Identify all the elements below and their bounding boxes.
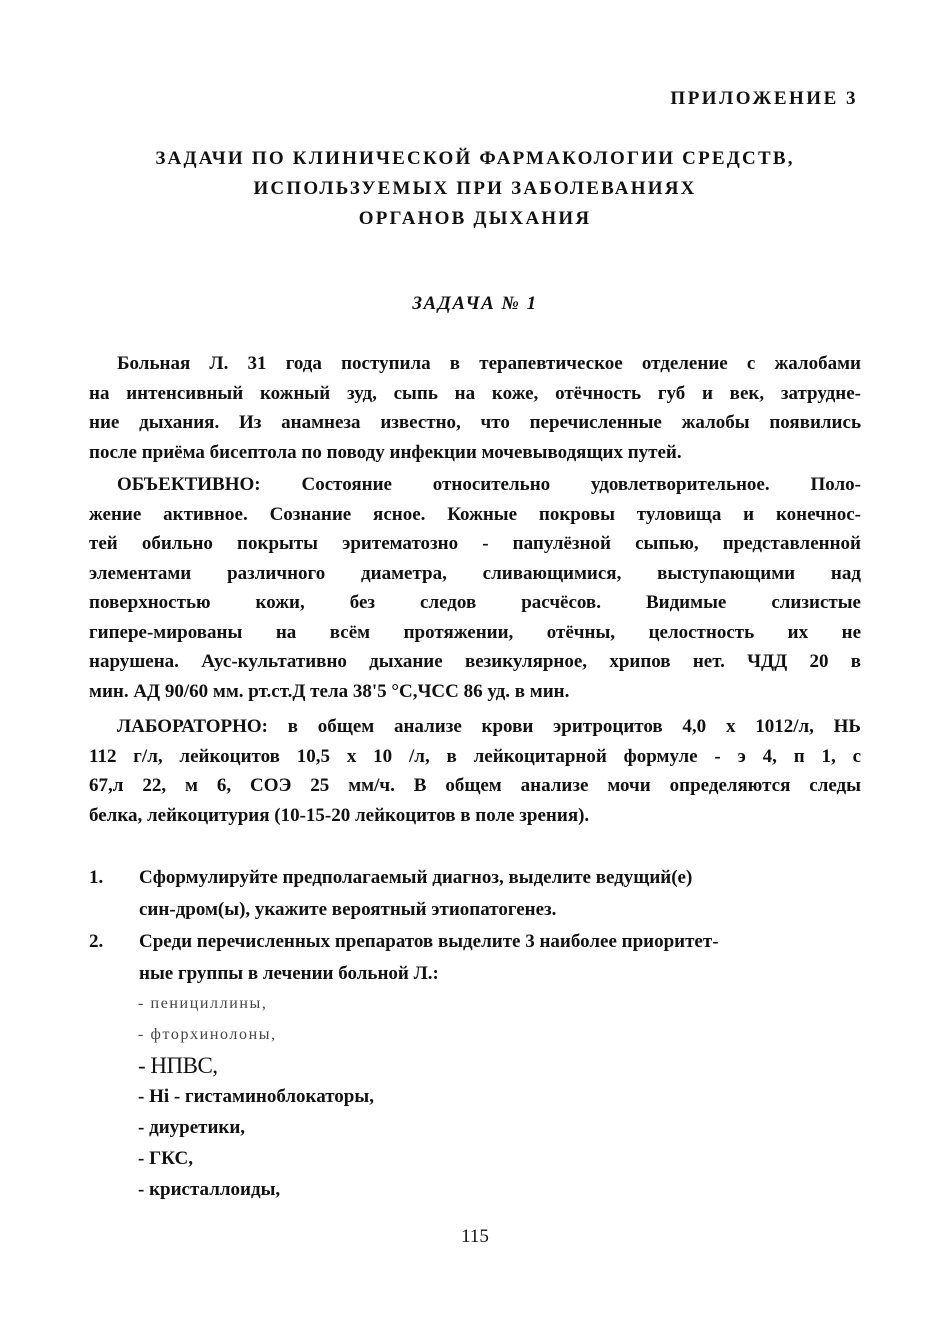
text-line: после приёма бисептола по поводу инфекции мочевыводящих путей. [89, 441, 682, 463]
question-line: ные группы в лечении больной Л.: [139, 963, 439, 984]
question-number: 1. [89, 867, 104, 888]
drug-option: - НПВС, [138, 1053, 218, 1078]
paragraph-laboratory [89, 712, 861, 830]
text-line: белка, лейкоцитурия (10-15-20 лейкоцитов в поле зрения). [89, 804, 590, 826]
title-line: ЗАДАЧИ ПО КЛИНИЧЕСКОЙ ФАРМАКОЛОГИИ СРЕДСТВ, [155, 148, 795, 169]
drug-option: - диуретики, [138, 1117, 246, 1138]
drug-option: - кристаллоиды, [138, 1179, 281, 1200]
text-line: 67,л 22, м 6, СОЭ 25 мм/ч. В общем анализе мочи определяются следы [89, 775, 861, 796]
paragraph-complaints [89, 349, 861, 467]
drug-option: - пенициллины, [138, 995, 268, 1012]
task-heading: ЗАДАЧА № 1 [412, 293, 538, 314]
question-item [89, 862, 869, 926]
text-line: жение активное. Сознание ясное. Кожные покровы туловища и конечнос- [89, 503, 861, 525]
text-line: на интенсивный кожный зуд, сыпь на коже, отёчность губ и век, затрудне- [89, 382, 861, 404]
drug-option: - Hi - гистаминоблокаторы, [138, 1086, 374, 1107]
text-line: мин. АД 90/60 мм. рт.ст.Д тела 38'5 °С,ЧСС 86 уд. в мин. [89, 680, 570, 702]
text-line: гипере-мированы на всём протяжении, отёчны, целостность их не [89, 621, 861, 643]
text-line: Больная Л. 31 года поступила в терапевтическое отделение с жалобами [117, 353, 861, 374]
title-line: ИСПОЛЬЗУЕМЫХ ПРИ ЗАБОЛЕВАНИЯХ [253, 178, 697, 199]
question-line: Среди перечисленных препаратов выделите 3 наиболее приоритет- [139, 931, 719, 952]
text-line: 112 г/л, лейкоцитов 10,5 х 10 /л, в лейкоцитарной формуле - э 4, п 1, с [89, 745, 861, 767]
drug-option: - ГКС, [138, 1148, 193, 1169]
text-line: нарушена. Аус-культативно дыхание везикулярное, хрипов нет. ЧДД 20 в [89, 651, 861, 672]
paragraph-objective [89, 470, 861, 706]
text-line: тей обильно покрыты эритематозно - папулёзной сыпью, представленной [89, 533, 861, 554]
question-number: 2. [89, 931, 104, 952]
question-line: Сформулируйте предполагаемый диагноз, выделите ведущий(е) [139, 867, 693, 888]
text-line: поверхностью кожи, без следов расчёсов. Видимые слизистые [89, 592, 861, 613]
text-line: ОБЪЕКТИВНО: Состояние относительно удовлетворительное. Поло- [117, 474, 861, 495]
document-title [60, 144, 890, 234]
drug-options-list [138, 988, 374, 1205]
question-list [89, 862, 869, 990]
question-line: син-дром(ы), укажите вероятный этиопатогенез. [139, 899, 557, 920]
text-line: ние дыхания. Из анамнеза известно, что перечисленные жалобы появились [89, 412, 861, 433]
drug-option: - фторхинолоны, [138, 1026, 277, 1043]
title-line: ОРГАНОВ ДЫХАНИЯ [358, 208, 592, 229]
question-item [89, 926, 869, 990]
page-number: 115 [461, 1226, 489, 1247]
text-line: ЛАБОРАТОРНО: в общем анализе крови эритроцитов 4,0 х 1012/л, НЬ [117, 716, 861, 737]
text-line: элементами различного диаметра, сливающимися, выступающими над [89, 562, 861, 584]
appendix-label: ПРИЛОЖЕНИЕ 3 [670, 88, 858, 109]
